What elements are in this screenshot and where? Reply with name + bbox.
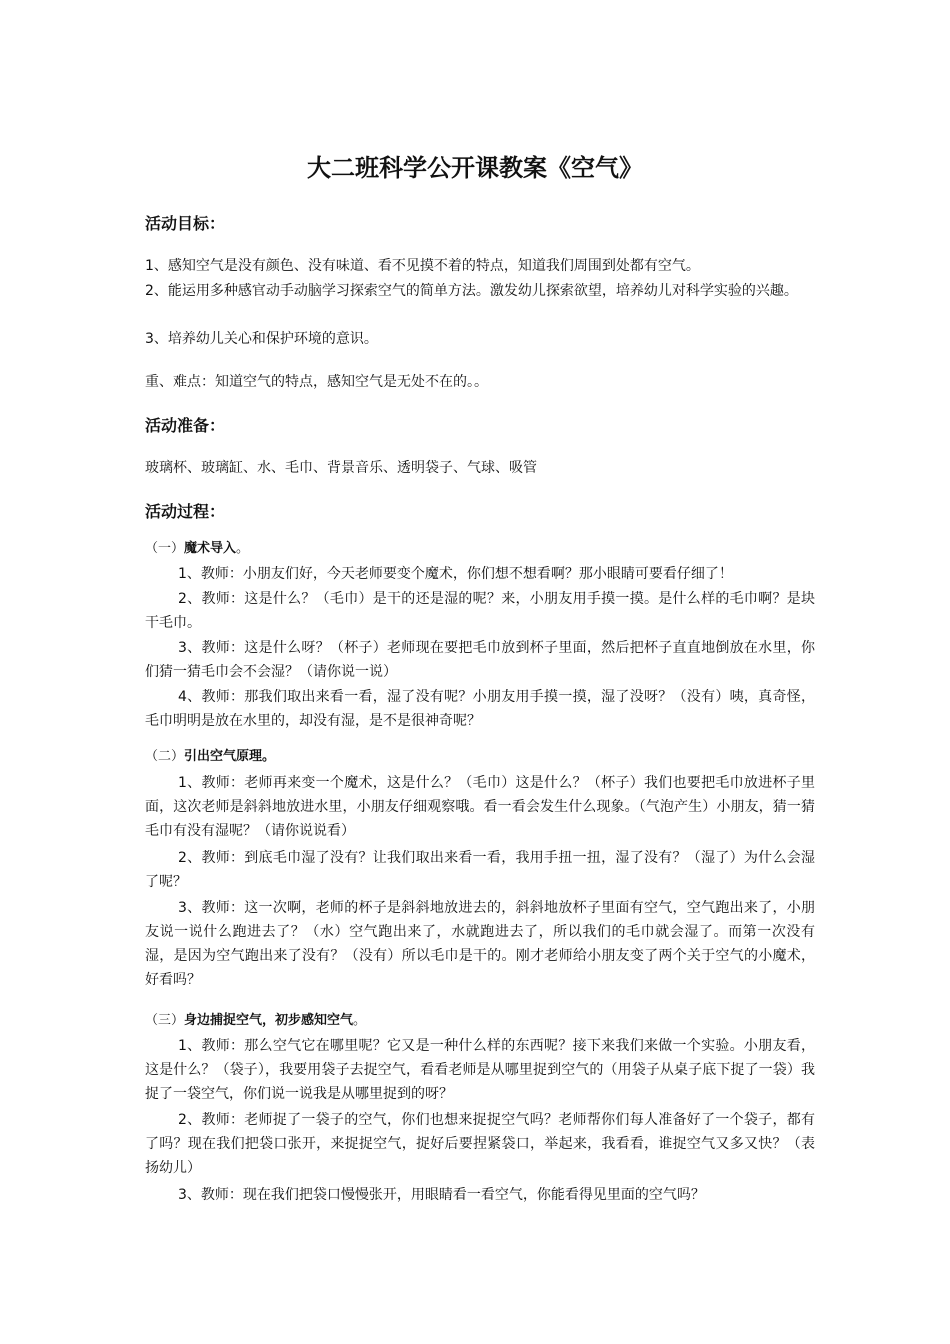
section-3-prefix: （三） [145,1013,185,1028]
section-2-heading [145,745,815,769]
goal-item-2: 2、能运用多种感官动手动脑学习探索空气的简单方法。激发幼儿探索欲望，培养幼儿对科学实验的兴趣。 [145,283,798,299]
section-2-para-3: 3、教师：这一次啊，老师的杯子是斜斜地放进去的，斜斜地放杯子里面有空气，空气跑出来了，小朋友说一说什么跑进去了？（水）空气跑出来了，水就跑进去了，所以我们的毛巾就会湿了。而第一次没有湿，是因为空气跑出来了没有？（没有）所以毛巾是干的。刚才老师给小朋友变了两个关于空气的小魔术，好看吗？ [145,900,815,988]
section-3-para-2: 2、教师：老师捉了一袋子的空气，你们也想来捉捉空气吗？老师帮你们每人准备好了一个袋子，都有了吗？现在我们把袋口张开，来捉捉空气，捉好后要捏紧袋口，举起来，我看看，谁捉空气又多又快？（表扬幼儿） [145,1112,815,1176]
section-1-para-1: 1、教师：小朋友们好，今天老师要变个魔术，你们想不想看啊？那小眼睛可要看仔细了！ [178,566,733,582]
section-3-title: 身边捕捉空气，初步感知空气 [184,1013,354,1028]
section-2-para-2: 2、教师：到底毛巾湿了没有？让我们取出来看一看，我用手扭一扭，湿了没有？（湿了）为什么会湿了呢？ [145,850,815,890]
section-1-title: 魔术导入 [184,541,237,556]
section-3-para-3: 3、教师：现在我们把袋口慢慢张开，用眼睛看一看空气，你能看得见里面的空气吗？ [178,1187,705,1203]
goal-item-3: 3、培养幼儿关心和保护环境的意识。 [145,331,378,347]
section-1-prefix: （一） [145,541,185,556]
key-points: 重、难点：知道空气的特点，感知空气是无处不在的。。 [145,374,488,390]
goal-item-1: 1、感知空气是没有颜色、没有味道、看不见摸不着的特点，知道我们周围到处都有空气。 [145,258,700,274]
preparation-text: 玻璃杯、玻璃缸、水、毛巾、背景音乐、透明袋子、气球、吸管 [145,460,537,476]
section-3-suffix: 。 [353,1013,367,1028]
section-3-para-1: 1、教师：那么空气它在哪里呢？它又是一种什么样的东西呢？接下来我们来做一个实验。小朋友看，这是什么？（袋子），我要用袋子去捉空气，看看老师是从哪里捉到空气的（用袋子从桌子底下捉了一袋）我捉了一袋空气，你们说一说我是从哪里捉到的呀？ [145,1038,815,1102]
section-2-prefix: （二） [145,749,185,764]
preparation-heading: 活动准备： [145,416,226,435]
section-1-heading [145,537,815,561]
goals-heading: 活动目标： [145,214,226,233]
section-1-para-3: 3、教师：这是什么呀？（杯子）老师现在要把毛巾放到杯子里面，然后把杯子直直地倒放在水里，你们猜一猜毛巾会不会湿？（请你说一说） [145,640,815,680]
section-2-title: 引出空气原理。 [184,749,276,764]
section-2-para-1: 1、教师：老师再来变一个魔术，这是什么？（毛巾）这是什么？（杯子）我们也要把毛巾放进杯子里面，这次老师是斜斜地放进水里，小朋友仔细观察哦。看一看会发生什么现象。（气泡产生）小朋友，猜一猜毛巾有没有湿呢？（请你说说看） [145,775,815,839]
section-1-para-2: 2、教师：这是什么？（毛巾）是干的还是湿的呢？来，小朋友用手摸一摸。是什么样的毛巾啊？是块干毛巾。 [145,591,815,631]
section-3-heading [145,1009,815,1033]
document-title: 大二班科学公开课教案《空气》 [307,154,643,182]
section-1-suffix: 。 [236,541,250,556]
process-heading: 活动过程： [145,502,226,521]
section-1-para-4: 4、教师：那我们取出来看一看，湿了没有呢？小朋友用手摸一摸，湿了没呀？（没有）咦，真奇怪，毛巾明明是放在水里的，却没有湿，是不是很神奇呢？ [145,689,815,729]
